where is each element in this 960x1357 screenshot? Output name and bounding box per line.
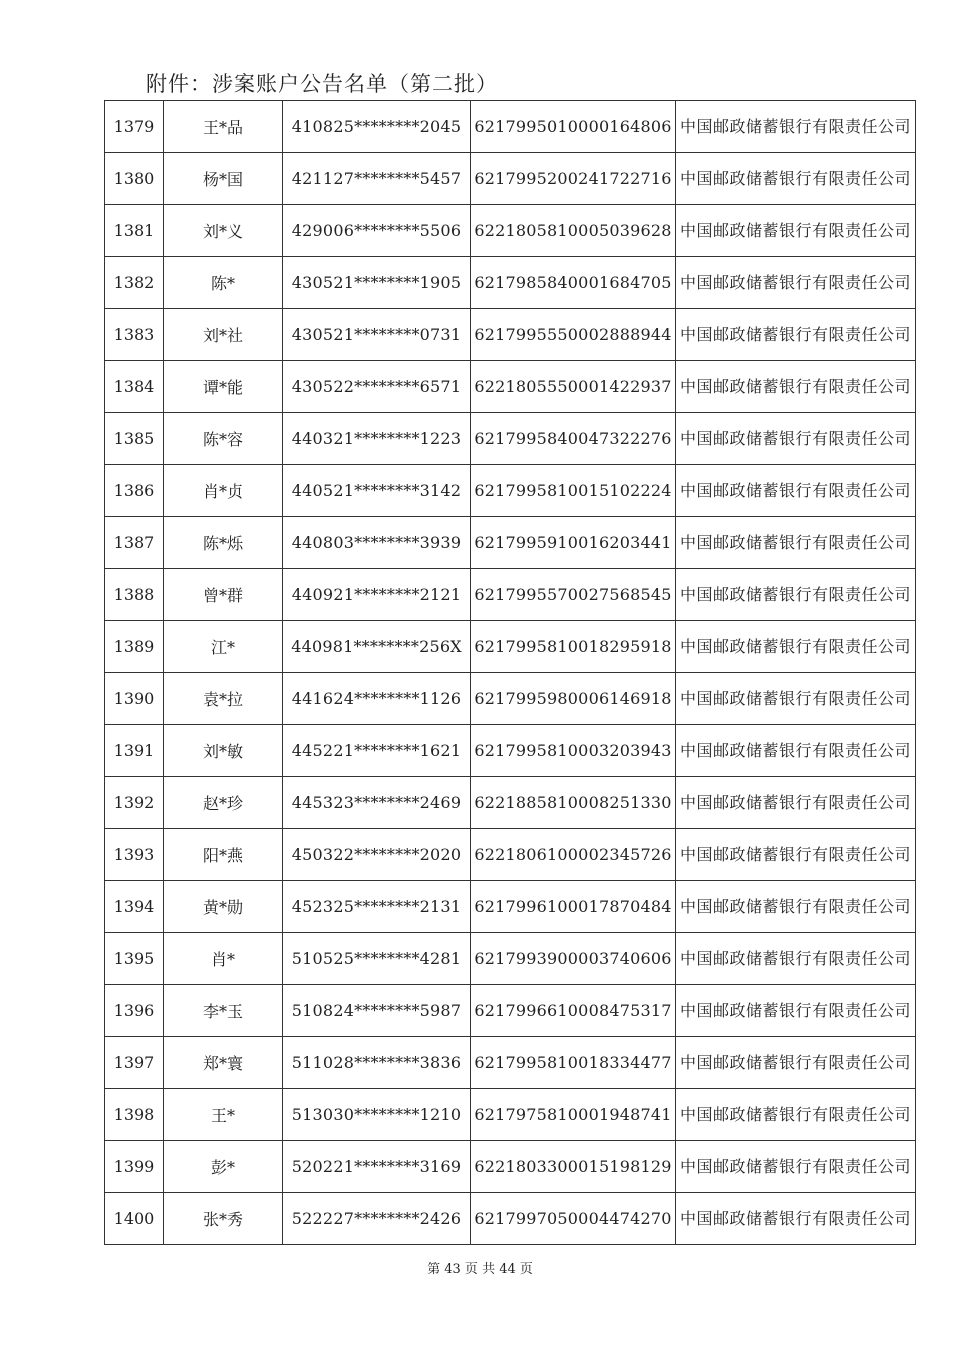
bank-name-cell: 中国邮政储蓄银行有限责任公司 (676, 1037, 916, 1089)
row-number-cell: 1393 (105, 829, 164, 881)
bank-name-cell: 中国邮政储蓄银行有限责任公司 (676, 725, 916, 777)
name-cell: 袁*拉 (164, 673, 283, 725)
bank-name-cell: 中国邮政储蓄银行有限责任公司 (676, 673, 916, 725)
id-number-cell: 450322********2020 (283, 829, 471, 881)
card-number-cell: 6217995810018295918 (471, 621, 676, 673)
id-number-cell: 445323********2469 (283, 777, 471, 829)
table-row (105, 673, 916, 725)
table-row (105, 205, 916, 257)
bank-name-cell: 中国邮政储蓄银行有限责任公司 (676, 413, 916, 465)
name-cell: 肖* (164, 933, 283, 985)
table-row (105, 361, 916, 413)
id-number-cell: 430521********0731 (283, 309, 471, 361)
id-number-cell: 421127********5457 (283, 153, 471, 205)
card-number-cell: 6221805550001422937 (471, 361, 676, 413)
name-cell: 谭*能 (164, 361, 283, 413)
table-row (105, 569, 916, 621)
id-number-cell: 522227********2426 (283, 1193, 471, 1245)
table-row (105, 881, 916, 933)
name-cell: 张*秀 (164, 1193, 283, 1245)
card-number-cell: 6217995910016203441 (471, 517, 676, 569)
table-row (105, 985, 916, 1037)
card-number-cell: 6221885810008251330 (471, 777, 676, 829)
row-number-cell: 1386 (105, 465, 164, 517)
card-number-cell: 6217995810003203943 (471, 725, 676, 777)
row-number-cell: 1400 (105, 1193, 164, 1245)
card-number-cell: 6217996100017870484 (471, 881, 676, 933)
row-number-cell: 1379 (105, 101, 164, 153)
name-cell: 王* (164, 1089, 283, 1141)
bank-name-cell: 中国邮政储蓄银行有限责任公司 (676, 205, 916, 257)
row-number-cell: 1397 (105, 1037, 164, 1089)
card-number-cell: 6217995550002888944 (471, 309, 676, 361)
bank-name-cell: 中国邮政储蓄银行有限责任公司 (676, 985, 916, 1037)
id-number-cell: 440921********2121 (283, 569, 471, 621)
name-cell: 阳*燕 (164, 829, 283, 881)
name-cell: 刘*义 (164, 205, 283, 257)
card-number-cell: 6217993900003740606 (471, 933, 676, 985)
bank-name-cell: 中国邮政储蓄银行有限责任公司 (676, 1089, 916, 1141)
bank-name-cell: 中国邮政储蓄银行有限责任公司 (676, 257, 916, 309)
id-number-cell: 430522********6571 (283, 361, 471, 413)
account-table (104, 100, 916, 1245)
id-number-cell: 452325********2131 (283, 881, 471, 933)
name-cell: 陈* (164, 257, 283, 309)
table-row (105, 1037, 916, 1089)
id-number-cell: 440321********1223 (283, 413, 471, 465)
page-footer: 第 43 页 共 44 页 (427, 1262, 533, 1277)
name-cell: 黄*勋 (164, 881, 283, 933)
name-cell: 江* (164, 621, 283, 673)
name-cell: 刘*社 (164, 309, 283, 361)
card-number-cell: 6217975810001948741 (471, 1089, 676, 1141)
id-number-cell: 511028********3836 (283, 1037, 471, 1089)
table-row (105, 1089, 916, 1141)
bank-name-cell: 中国邮政储蓄银行有限责任公司 (676, 101, 916, 153)
table-row (105, 257, 916, 309)
id-number-cell: 429006********5506 (283, 205, 471, 257)
bank-name-cell: 中国邮政储蓄银行有限责任公司 (676, 361, 916, 413)
table-row (105, 101, 916, 153)
name-cell: 赵*珍 (164, 777, 283, 829)
card-number-cell: 6217985840001684705 (471, 257, 676, 309)
bank-name-cell: 中国邮政储蓄银行有限责任公司 (676, 1193, 916, 1245)
row-number-cell: 1382 (105, 257, 164, 309)
name-cell: 刘*敏 (164, 725, 283, 777)
id-number-cell: 513030********1210 (283, 1089, 471, 1141)
id-number-cell: 441624********1126 (283, 673, 471, 725)
table-row (105, 933, 916, 985)
bank-name-cell: 中国邮政储蓄银行有限责任公司 (676, 153, 916, 205)
row-number-cell: 1391 (105, 725, 164, 777)
table-row (105, 1193, 916, 1245)
id-number-cell: 510525********4281 (283, 933, 471, 985)
id-number-cell: 510824********5987 (283, 985, 471, 1037)
id-number-cell: 430521********1905 (283, 257, 471, 309)
row-number-cell: 1390 (105, 673, 164, 725)
id-number-cell: 445221********1621 (283, 725, 471, 777)
table-row (105, 413, 916, 465)
bank-name-cell: 中国邮政储蓄银行有限责任公司 (676, 309, 916, 361)
table-row (105, 517, 916, 569)
row-number-cell: 1381 (105, 205, 164, 257)
card-number-cell: 6217995200241722716 (471, 153, 676, 205)
card-number-cell: 6217995010000164806 (471, 101, 676, 153)
table-body (105, 101, 916, 1245)
id-number-cell: 440521********3142 (283, 465, 471, 517)
bank-name-cell: 中国邮政储蓄银行有限责任公司 (676, 1141, 916, 1193)
table-row (105, 309, 916, 361)
bank-name-cell: 中国邮政储蓄银行有限责任公司 (676, 621, 916, 673)
row-number-cell: 1395 (105, 933, 164, 985)
bank-name-cell: 中国邮政储蓄银行有限责任公司 (676, 517, 916, 569)
name-cell: 王*品 (164, 101, 283, 153)
row-number-cell: 1380 (105, 153, 164, 205)
table-row (105, 1141, 916, 1193)
card-number-cell: 6217995810018334477 (471, 1037, 676, 1089)
table-row (105, 621, 916, 673)
name-cell: 杨*国 (164, 153, 283, 205)
row-number-cell: 1387 (105, 517, 164, 569)
table-row (105, 829, 916, 881)
table-row (105, 465, 916, 517)
row-number-cell: 1398 (105, 1089, 164, 1141)
row-number-cell: 1389 (105, 621, 164, 673)
card-number-cell: 6217997050004474270 (471, 1193, 676, 1245)
row-number-cell: 1383 (105, 309, 164, 361)
card-number-cell: 6221805810005039628 (471, 205, 676, 257)
card-number-cell: 6217995570027568545 (471, 569, 676, 621)
row-number-cell: 1388 (105, 569, 164, 621)
bank-name-cell: 中国邮政储蓄银行有限责任公司 (676, 569, 916, 621)
bank-name-cell: 中国邮政储蓄银行有限责任公司 (676, 465, 916, 517)
bank-name-cell: 中国邮政储蓄银行有限责任公司 (676, 933, 916, 985)
id-number-cell: 440803********3939 (283, 517, 471, 569)
card-number-cell: 6221806100002345726 (471, 829, 676, 881)
card-number-cell: 6217996610008475317 (471, 985, 676, 1037)
row-number-cell: 1394 (105, 881, 164, 933)
name-cell: 郑*寰 (164, 1037, 283, 1089)
document-title: 附件：涉案账户公告名单（第二批） (146, 72, 498, 96)
row-number-cell: 1392 (105, 777, 164, 829)
id-number-cell: 410825********2045 (283, 101, 471, 153)
name-cell: 李*玉 (164, 985, 283, 1037)
card-number-cell: 6217995840047322276 (471, 413, 676, 465)
table-row (105, 153, 916, 205)
name-cell: 曾*群 (164, 569, 283, 621)
row-number-cell: 1384 (105, 361, 164, 413)
card-number-cell: 6221803300015198129 (471, 1141, 676, 1193)
name-cell: 陈*容 (164, 413, 283, 465)
id-number-cell: 520221********3169 (283, 1141, 471, 1193)
name-cell: 陈*烁 (164, 517, 283, 569)
card-number-cell: 6217995980006146918 (471, 673, 676, 725)
name-cell: 肖*贞 (164, 465, 283, 517)
bank-name-cell: 中国邮政储蓄银行有限责任公司 (676, 829, 916, 881)
id-number-cell: 440981********256X (283, 621, 471, 673)
name-cell: 彭* (164, 1141, 283, 1193)
bank-name-cell: 中国邮政储蓄银行有限责任公司 (676, 777, 916, 829)
table-row (105, 777, 916, 829)
card-number-cell: 6217995810015102224 (471, 465, 676, 517)
table-row (105, 725, 916, 777)
bank-name-cell: 中国邮政储蓄银行有限责任公司 (676, 881, 916, 933)
row-number-cell: 1396 (105, 985, 164, 1037)
row-number-cell: 1385 (105, 413, 164, 465)
row-number-cell: 1399 (105, 1141, 164, 1193)
